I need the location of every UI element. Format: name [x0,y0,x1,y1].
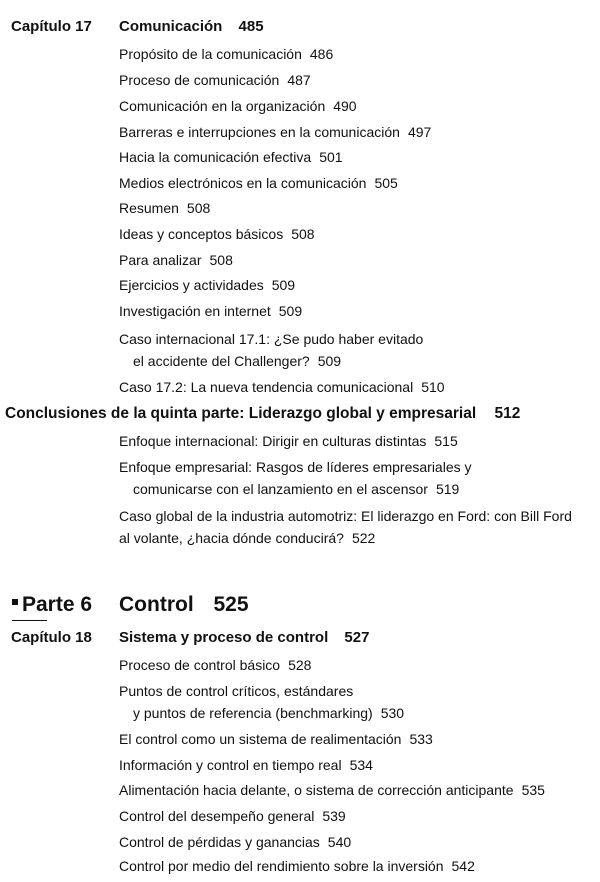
entry-text: Control del desempeño general [119,808,315,824]
conclusion-title: Conclusiones de la quinta parte: Liderazgo global y empresarial [5,405,477,422]
entry-page: 509 [271,277,296,293]
entry-page: 534 [349,757,373,773]
toc-entry [119,808,346,824]
entry-page: 539 [322,808,346,824]
toc-entry [119,782,545,798]
entry-page: 533 [409,731,433,747]
entry-text: y puntos de referencia (benchmarking) [133,705,373,721]
toc-entry [119,657,311,673]
toc-entry [119,379,445,395]
toc-entry [119,303,302,319]
toc-entry-continued [119,530,375,546]
chapter-18-title: Sistema y proceso de control [119,629,329,646]
bullet-marker-icon [12,599,18,605]
entry-page: 505 [374,175,398,191]
entry-text: Propósito de la comunicación [119,46,302,62]
entry-text: Caso global de la industria automotriz: El liderazgo en Ford: con Bill Ford [119,508,572,524]
entry-text: Control de pérdidas y ganancias [119,834,320,850]
toc-entry [119,858,475,874]
entry-page: 508 [291,226,315,242]
entry-text: Caso 17.2: La nueva tendencia comunicacional [119,379,414,395]
entry-text: el accidente del Challenger? [133,353,310,369]
toc-entry [119,124,431,140]
part-divider [12,620,47,621]
toc-entry [119,98,357,114]
toc-entry [119,331,423,347]
entry-page: 510 [421,379,445,395]
entry-page: 508 [186,200,211,216]
part-6-label-text: Parte 6 [22,593,93,616]
toc-entry [119,46,333,62]
conclusion-heading [5,405,520,423]
entry-text: Para analizar [119,252,202,268]
entry-page: 508 [209,252,233,268]
entry-text: Puntos de control críticos, estándares [119,683,354,699]
entry-text: Medios electrónicos en la comunicación [119,175,367,191]
toc-entry [119,200,210,216]
entry-page: 540 [327,834,352,850]
toc-entry-continued [119,481,459,497]
entry-text: Hacia la comunicación efectiva [119,149,312,165]
toc-entry [119,757,373,773]
entry-page: 509 [278,303,303,319]
toc-entry [119,731,433,747]
toc-entry [119,683,353,699]
entry-page: 497 [407,124,432,140]
entry-text: Control por medio del rendimiento sobre la inversión [119,858,444,874]
entry-text: Enfoque empresarial: Rasgos de líderes empresariales y [119,459,472,475]
part-6-title: Control [119,593,194,616]
entry-text: Proceso de control básico [119,657,281,673]
entry-page: 490 [333,98,357,114]
toc-entry [119,226,315,242]
entry-text: Alimentación hacia delante, o sistema de corrección anticipante [119,782,514,798]
toc-entry [119,277,295,293]
entry-page: 535 [521,782,545,798]
chapter-17-title: Comunicación [119,18,223,35]
chapter-17-label: Capítulo 17 [11,18,92,35]
toc-entry [119,508,572,524]
toc-entry-continued [119,353,341,369]
toc-entry [119,459,472,475]
toc-entry [119,72,311,88]
entry-text: Enfoque internacional: Dirigir en culturas distintas [119,433,427,449]
toc-entry-continued [119,705,404,721]
entry-text: Proceso de comunicación [119,72,280,88]
entry-page: 486 [309,46,334,62]
entry-page: 530 [380,705,405,721]
entry-text: Comunicación en la organización [119,98,326,114]
part-6-page: 525 [213,593,249,616]
chapter-17-heading [119,18,264,35]
chapter-18-page: 527 [344,629,370,646]
toc-entry [119,149,343,165]
toc-entry [119,433,458,449]
conclusion-page: 512 [494,405,521,422]
chapter-18-label: Capítulo 18 [11,629,92,646]
part-6-label [12,593,92,617]
entry-text: Barreras e interrupciones en la comunicación [119,124,400,140]
entry-text: Ejercicios y actividades [119,277,264,293]
entry-text: El control como un sistema de realimentación [119,731,402,747]
entry-text: Investigación en internet [119,303,271,319]
toc-entry [119,175,398,191]
part-6-heading [119,593,249,617]
entry-text: Información y control en tiempo real [119,757,342,773]
toc-entry [119,834,351,850]
entry-page: 501 [319,149,343,165]
entry-text: Ideas y conceptos básicos [119,226,284,242]
entry-page: 519 [435,481,460,497]
entry-page: 542 [451,858,475,874]
entry-page: 522 [351,530,376,546]
entry-page: 509 [317,353,342,369]
entry-text: Resumen [119,200,179,216]
entry-text: al volante, ¿hacia dónde conducirá? [119,530,344,546]
entry-text: Caso internacional 17.1: ¿Se pudo haber evitado [119,331,424,347]
entry-page: 487 [287,72,311,88]
chapter-18-heading [119,629,369,646]
entry-text: comunicarse con el lanzamiento en el ascensor [133,481,428,497]
chapter-17-page: 485 [238,18,264,35]
toc-entry [119,252,233,268]
entry-page: 528 [288,657,312,673]
entry-page: 515 [434,433,458,449]
